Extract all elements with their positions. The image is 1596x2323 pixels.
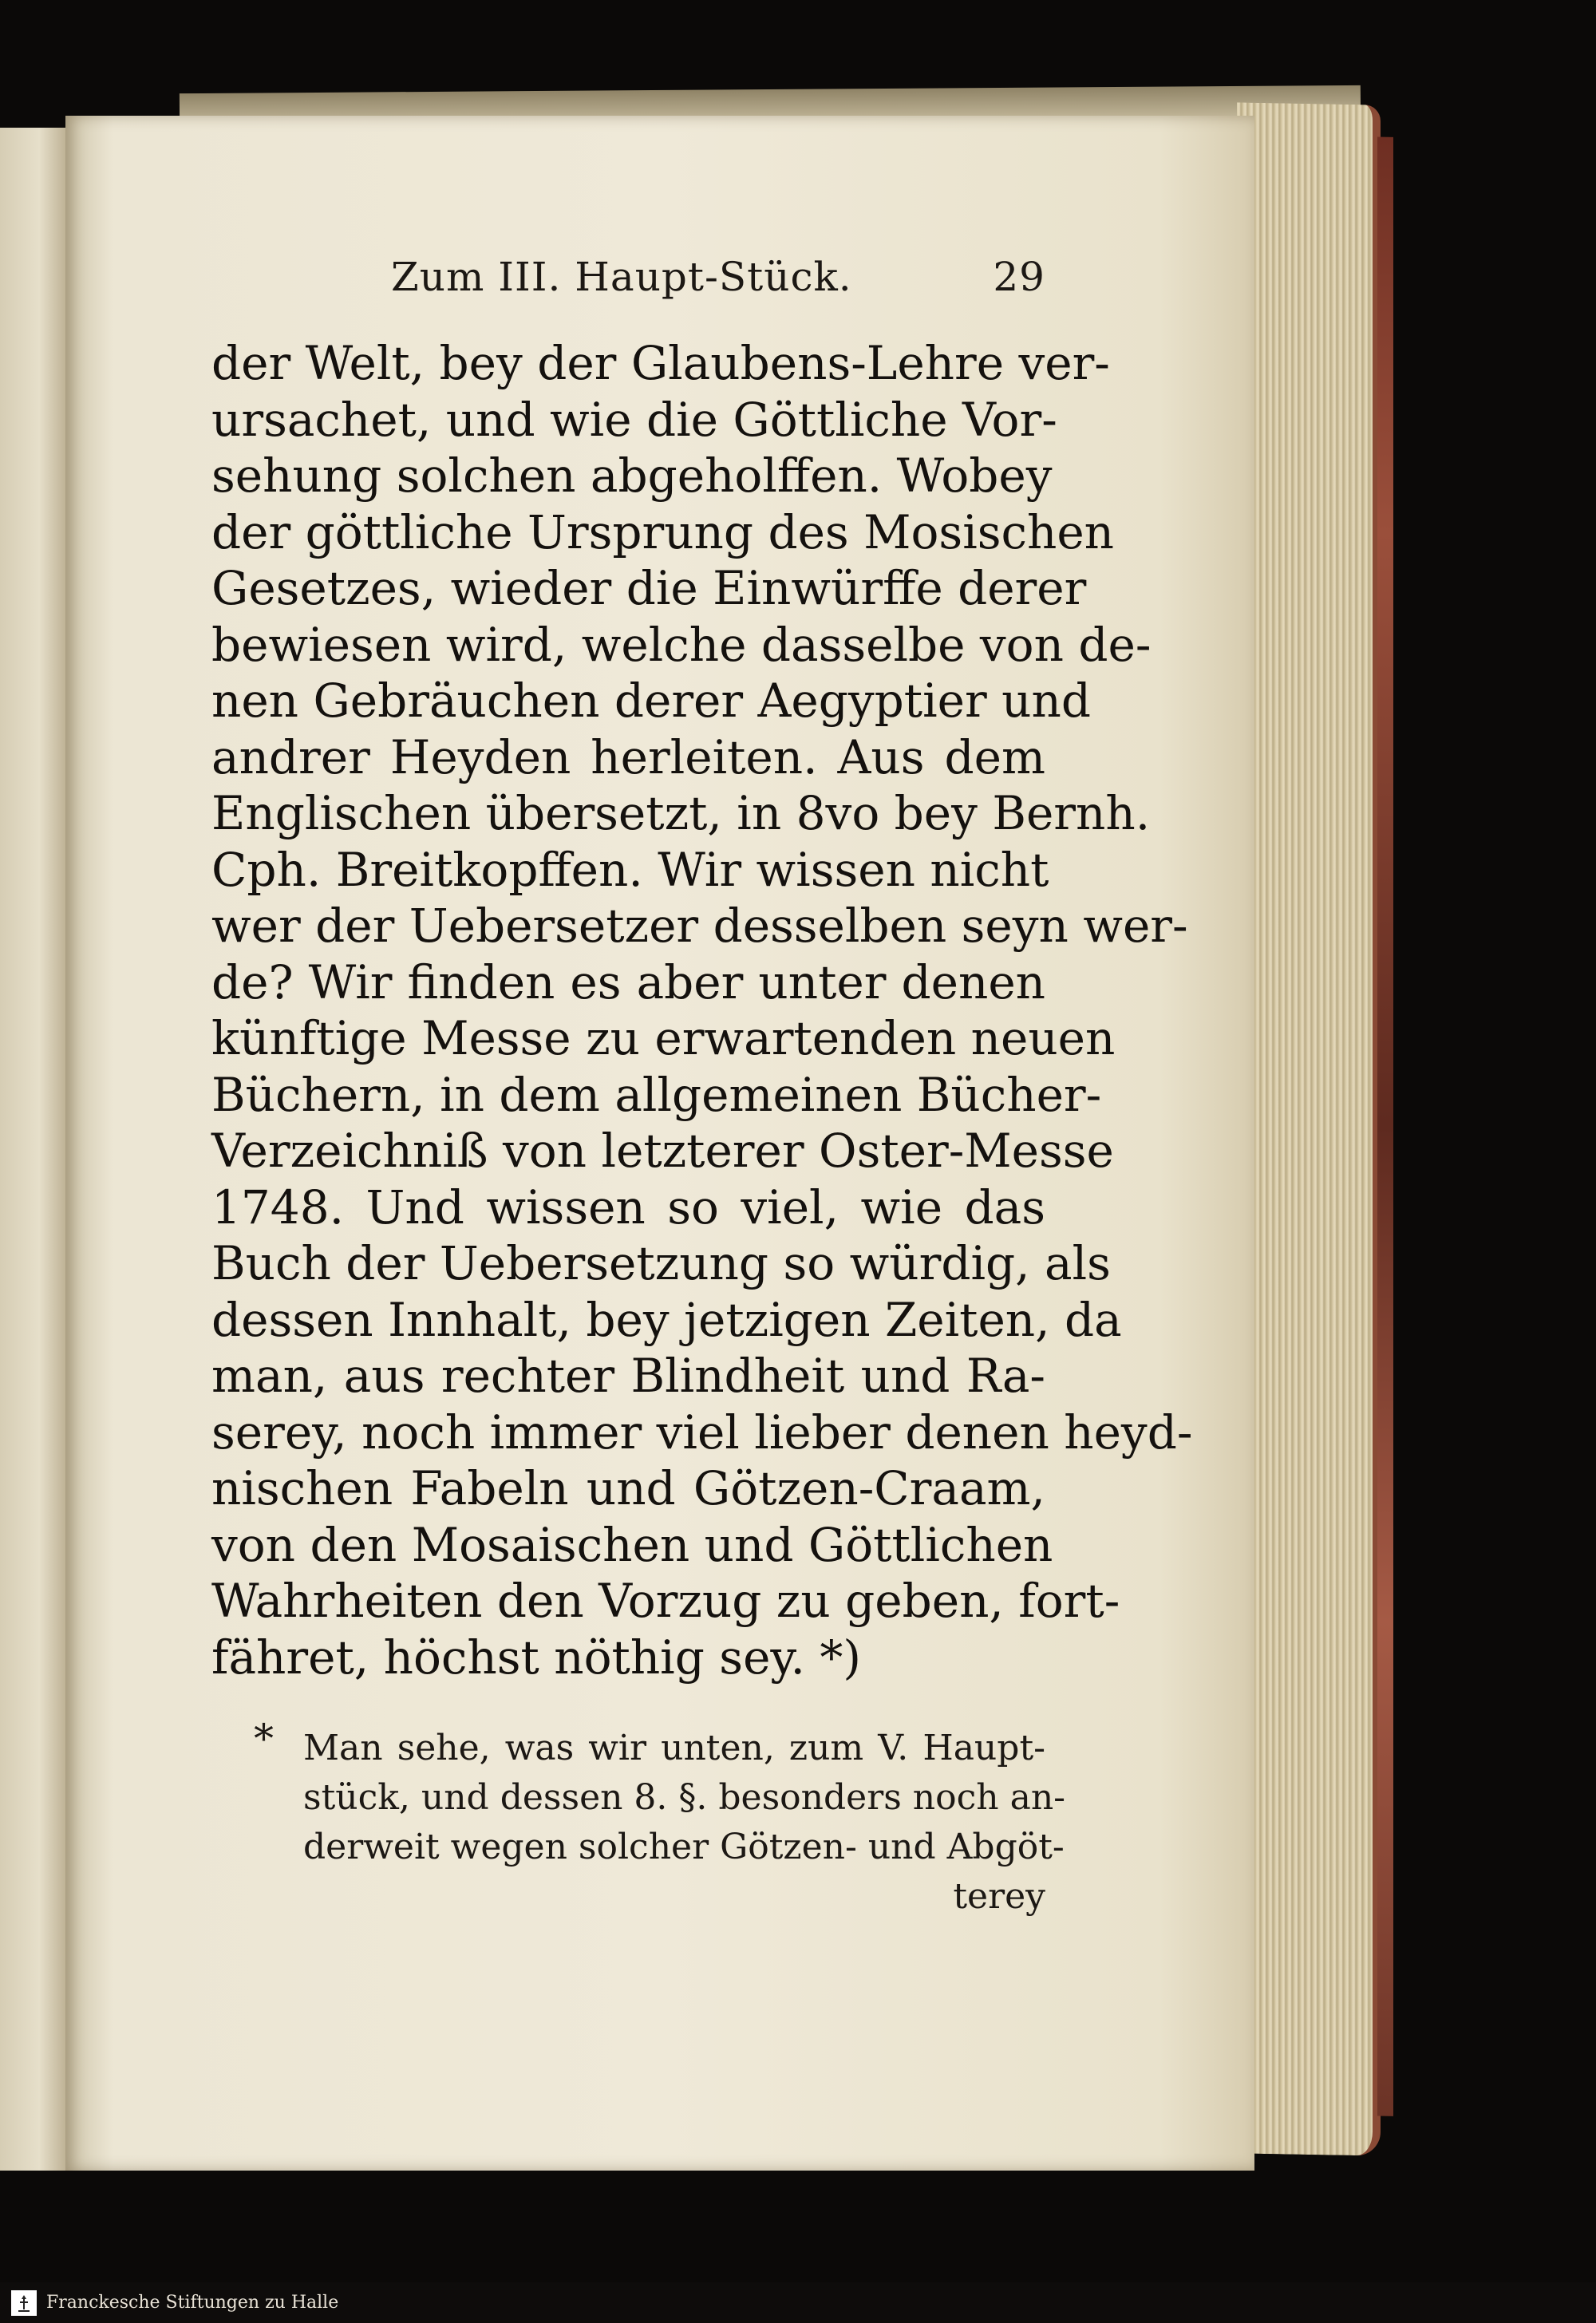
page-header: [391, 254, 1045, 310]
footer-bar: [0, 2282, 1596, 2323]
text-line: andrer Heyden herleiten. Aus dem: [211, 729, 1045, 784]
footnote-line: stück, und dessen 8. §. besonders noch an-: [303, 1777, 1066, 1818]
text-line: bewiesen wird, welche dasselbe von de-: [211, 617, 1152, 672]
text-line: der göttliche Ursprung des Mosischen: [211, 504, 1115, 559]
facing-page-edge: [0, 128, 67, 2171]
catchword: terey: [953, 1876, 1045, 1917]
text-line: sehung solchen abgeholffen. Wobey: [211, 448, 1053, 503]
text-line: der Welt, bey der Glaubens-Lehre ver-: [211, 336, 1110, 390]
text-line: ursachet, und wie die Göttliche Vor-: [211, 392, 1057, 447]
text-line: Verzeichniß von letzterer Oster-Messe: [211, 1124, 1114, 1178]
text-line: nischen Fabeln und Götzen-Craam,: [211, 1461, 1045, 1515]
text-line: Wahrheiten den Vorzug zu geben, fort-: [211, 1574, 1120, 1628]
page-number: 29: [993, 254, 1045, 300]
text-line: Englischen übersetzt, in 8vo bey Bernh.: [211, 786, 1151, 840]
text-line: wer der Uebersetzer desselben seyn wer-: [211, 899, 1188, 953]
text-line: von den Mosaischen und Göttlichen: [211, 1517, 1053, 1572]
text-line: Buch der Uebersetzung so würdig, als: [211, 1236, 1111, 1290]
text-line: serey, noch immer viel lieber denen heyd-: [211, 1404, 1193, 1460]
text-line: dessen Innhalt, bey jetzigen Zeiten, da: [211, 1292, 1122, 1347]
text-line: künftige Messe zu erwartenden neuen: [211, 1011, 1116, 1065]
text-line: de? Wir finden es aber unter denen: [211, 954, 1045, 1009]
institution-name: Franckesche Stiftungen zu Halle: [46, 2293, 339, 2313]
body-text: [211, 335, 1193, 1685]
footnote-marker: *: [254, 1716, 274, 1762]
text-line: Cph. Breitkopffen. Wir wissen nicht: [211, 842, 1049, 897]
text-line: 1748. Und wissen so viel, wie das: [211, 1179, 1045, 1235]
institution-logo-icon: [11, 2290, 37, 2316]
text-line: nen Gebräuchen derer Aegyptier und: [211, 674, 1091, 728]
footnote: [303, 1724, 1066, 1922]
page-block-edges: [1237, 102, 1381, 2155]
footnote-line: derweit wegen solcher Götzen- und Abgöt-: [303, 1827, 1065, 1867]
text-line: man, aus rechter Blindheit und Ra-: [211, 1349, 1045, 1403]
text-line: fähret, höchst nöthig sey. *): [211, 1630, 861, 1685]
text-line: Büchern, in dem allgemeinen Bücher-: [211, 1067, 1102, 1122]
footnote-line: Man sehe, was wir unten, zum V. Haupt-: [303, 1728, 1045, 1768]
running-head: Zum III. Haupt-Stück.: [391, 254, 852, 300]
text-line: Gesetzes, wieder die Einwürffe derer: [211, 561, 1087, 615]
